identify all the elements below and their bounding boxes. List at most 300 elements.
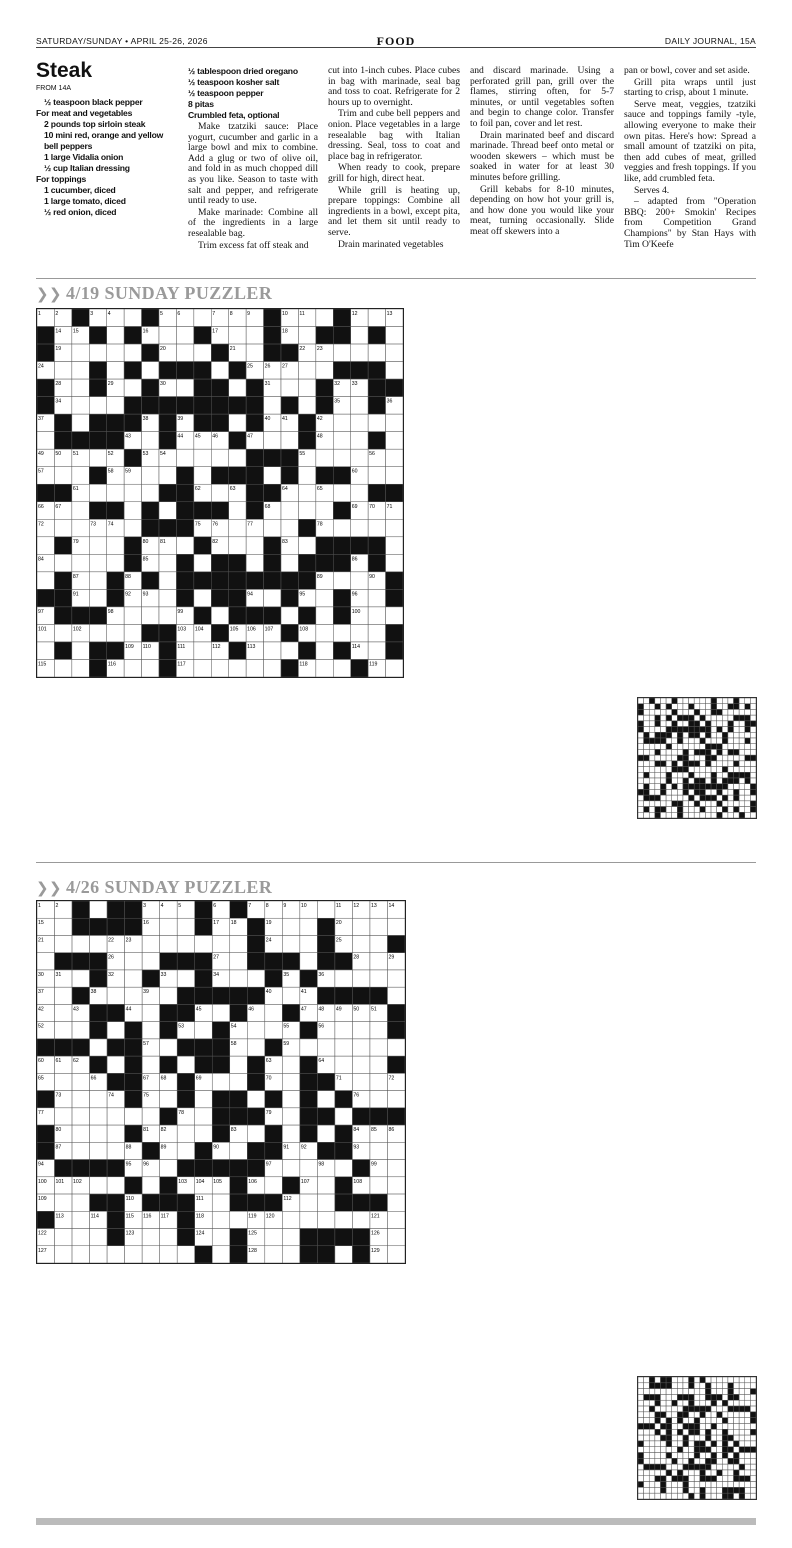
cell-number: 73: [90, 521, 97, 528]
grid-cell: [705, 778, 711, 784]
grid-cell: [124, 449, 141, 467]
grid-cell: [142, 519, 159, 537]
grid-cell: [683, 1464, 689, 1470]
cell-number: 82: [160, 1127, 167, 1134]
grid-cell: [739, 1493, 745, 1499]
cell-number: 80: [55, 1127, 62, 1134]
puzzle1-grid: [36, 308, 404, 678]
grid-cell: [247, 1091, 265, 1108]
grid-cell: [722, 1383, 728, 1389]
cell-number: 4: [160, 903, 164, 909]
grid-cell: [125, 1246, 143, 1263]
steak-article: [36, 59, 756, 274]
grid-cell: [195, 970, 213, 987]
grid-cell: [316, 309, 333, 327]
grid-cell: [54, 484, 71, 502]
grid-cell: [333, 589, 350, 607]
grid-cell: [317, 1211, 335, 1228]
cell-number: 58: [107, 468, 114, 475]
cell-number: 62: [73, 1058, 79, 1065]
grid-cell: [247, 1039, 265, 1056]
grid-cell: [717, 732, 723, 738]
grid-cell: [335, 1194, 353, 1211]
grid-cell: [195, 1022, 213, 1039]
cell-number: 25: [335, 937, 342, 944]
grid-cell: [247, 1073, 265, 1090]
grid-cell: [282, 953, 300, 970]
grid-cell: [54, 467, 71, 485]
grid-cell: [655, 767, 661, 773]
cell-number: 58: [230, 1040, 237, 1047]
cell-number: 6: [177, 311, 181, 317]
grid-cell: [683, 738, 689, 744]
grid-cell: [700, 727, 706, 733]
grid-cell: [677, 698, 683, 704]
grid-cell: [160, 1229, 178, 1246]
grid-cell: [666, 1470, 672, 1476]
grid-cell: [672, 727, 678, 733]
grid-cell: [660, 1470, 666, 1476]
grid-cell: [694, 715, 700, 721]
grid-cell: [655, 784, 661, 790]
grid-cell: [689, 1487, 695, 1493]
grid-cell: [176, 554, 193, 572]
grid-cell: [352, 1039, 370, 1056]
grid-cell: [649, 1464, 655, 1470]
grid-cell: [142, 1056, 160, 1073]
cell-number: 72: [388, 1075, 395, 1082]
grid-cell: [745, 715, 751, 721]
grid-cell: [660, 1418, 666, 1424]
grid-cell: [160, 1160, 178, 1177]
grid-cell: [107, 1022, 125, 1039]
grid-cell: [230, 1229, 248, 1246]
grid-cell: [666, 1447, 672, 1453]
grid-cell: [705, 744, 711, 750]
grid-cell: [694, 727, 700, 733]
grid-cell: [734, 778, 740, 784]
cell-number: 94: [247, 591, 253, 598]
cell-number: 42: [38, 1006, 44, 1013]
grid-cell: [705, 1458, 711, 1464]
cell-number: 75: [143, 1092, 149, 1099]
grid-cell: [90, 1022, 108, 1039]
grid-cell: [750, 1383, 756, 1389]
cell-number: 24: [38, 363, 44, 370]
grid-cell: [89, 344, 106, 362]
grid-cell: [644, 801, 650, 807]
grid-cell: [160, 1004, 178, 1021]
grid-cell: [649, 1423, 655, 1429]
grid-cell: [638, 744, 644, 750]
grid-cell: [672, 767, 678, 773]
grid-cell: [37, 572, 54, 590]
grid-cell: [750, 1470, 756, 1476]
grid-cell: [655, 807, 661, 813]
grid-cell: [745, 749, 751, 755]
grid-cell: [54, 642, 71, 660]
grid-cell: [739, 1418, 745, 1424]
grid-cell: [298, 327, 315, 345]
grid-cell: [672, 755, 678, 761]
grid-cell: [711, 801, 717, 807]
grid-cell: [683, 767, 689, 773]
grid-cell: [352, 1108, 370, 1125]
grid-cell: [666, 1418, 672, 1424]
grid-cell: [351, 624, 368, 642]
grid-cell: [705, 1464, 711, 1470]
grid-cell: [212, 1108, 230, 1125]
cell-number: 52: [38, 1023, 44, 1030]
grid-cell: [124, 519, 141, 537]
grid-cell: [265, 970, 283, 987]
grid-cell: [644, 727, 650, 733]
grid-cell: [177, 1004, 195, 1021]
grid-cell: [750, 715, 756, 721]
grid-cell: [638, 755, 644, 761]
cell-number: 120: [265, 1213, 275, 1220]
grid-cell: [739, 1377, 745, 1383]
grid-cell: [705, 812, 711, 818]
grid-cell: [666, 744, 672, 750]
cell-number: 102: [73, 1178, 82, 1185]
grid-cell: [694, 744, 700, 750]
grid-cell: [125, 953, 143, 970]
cell-number: 30: [38, 971, 44, 978]
grid-cell: [677, 709, 683, 715]
grid-cell: [298, 554, 315, 572]
page-header: [36, 34, 756, 48]
grid-cell: [750, 807, 756, 813]
grid-cell: [265, 1004, 283, 1021]
grid-cell: [734, 1423, 740, 1429]
cell-number: 65: [38, 1075, 44, 1082]
grid-cell: [72, 1022, 90, 1039]
cell-number: 61: [55, 1058, 62, 1065]
cell-number: 107: [264, 626, 274, 633]
grid-cell: [728, 807, 734, 813]
grid-cell: [281, 624, 298, 642]
grid-cell: [750, 698, 756, 704]
grid-cell: [638, 784, 644, 790]
grid-cell: [683, 789, 689, 795]
grid-cell: [644, 709, 650, 715]
article-title: Steak: [36, 59, 93, 82]
grid-cell: [660, 715, 666, 721]
grid-cell: [90, 1177, 108, 1194]
grid-cell: [89, 659, 106, 677]
grid-cell: [689, 704, 695, 710]
grid-cell: [317, 1073, 335, 1090]
grid-cell: [745, 1377, 751, 1383]
grid-cell: [655, 1418, 661, 1424]
ingredient-list-2: [188, 66, 318, 121]
grid-cell: [750, 795, 756, 801]
grid-cell: [677, 732, 683, 738]
cell-number: 8: [265, 903, 269, 909]
grid-cell: [159, 484, 176, 502]
grid-cell: [37, 1125, 55, 1142]
grid-cell: [660, 698, 666, 704]
cell-number: 30: [160, 381, 166, 388]
grid-cell: [351, 484, 368, 502]
grid-cell: [683, 1412, 689, 1418]
header-page: DAILY JOURNAL, 15A: [664, 36, 756, 46]
grid-cell: [211, 554, 228, 572]
grid-cell: [386, 414, 403, 432]
grid-cell: [351, 572, 368, 590]
grid-cell: [660, 801, 666, 807]
grid-cell: [246, 502, 263, 520]
grid-cell: [689, 1453, 695, 1459]
grid-cell: [281, 449, 298, 467]
grid-cell: [72, 607, 89, 625]
grid-cell: [745, 1441, 751, 1447]
grid-cell: [705, 1429, 711, 1435]
grid-cell: [694, 1412, 700, 1418]
grid-cell: [72, 1125, 90, 1142]
grid-cell: [666, 749, 672, 755]
cell-number: 23: [125, 937, 132, 944]
grid-cell: [683, 1470, 689, 1476]
grid-cell: [125, 1177, 143, 1194]
grid-cell: [386, 607, 403, 625]
grid-cell: [745, 1406, 751, 1412]
cell-number: 39: [143, 989, 149, 996]
grid-cell: [370, 987, 388, 1004]
cell-number: 109: [125, 643, 134, 650]
grid-cell: [689, 1441, 695, 1447]
grid-cell: [89, 607, 106, 625]
cell-number: 71: [386, 503, 393, 510]
grid-cell: [711, 789, 717, 795]
grid-cell: [212, 1160, 230, 1177]
cell-number: 16: [142, 328, 149, 335]
ingredient-item: 2 pounds top sirloin steak: [44, 119, 146, 130]
grid-cell: [54, 607, 71, 625]
grid-cell: [666, 1435, 672, 1441]
grid-cell: [745, 698, 751, 704]
grid-cell: [745, 812, 751, 818]
grid-cell: [264, 642, 281, 660]
cell-number: 5: [160, 311, 163, 317]
grid-cell: [298, 379, 315, 397]
grid-cell: [644, 755, 650, 761]
grid-cell: [107, 1246, 125, 1263]
grid-cell: [700, 761, 706, 767]
grid-cell: [700, 715, 706, 721]
grid-cell: [728, 1418, 734, 1424]
grid-cell: [677, 1482, 683, 1488]
grid-cell: [300, 918, 318, 935]
grid-cell: [745, 709, 751, 715]
grid-cell: [72, 1073, 90, 1090]
grid-cell: [54, 414, 71, 432]
grid-cell: [717, 1470, 723, 1476]
grid-cell: [666, 1383, 672, 1389]
grid-cell: [655, 1383, 661, 1389]
grid-cell: [677, 755, 683, 761]
grid-cell: [672, 1389, 678, 1395]
grid-cell: [694, 772, 700, 778]
grid-cell: [644, 1383, 650, 1389]
grid-cell: [160, 1108, 178, 1125]
grid-cell: [660, 1458, 666, 1464]
cell-number: 83: [230, 1127, 237, 1134]
grid-cell: [142, 1194, 160, 1211]
grid-cell: [677, 812, 683, 818]
grid-cell: [370, 1073, 388, 1090]
grid-cell: [722, 744, 728, 750]
grid-cell: [677, 738, 683, 744]
grid-cell: [281, 519, 298, 537]
grid-cell: [107, 344, 124, 362]
grid-cell: [655, 1394, 661, 1400]
grid-cell: [711, 1406, 717, 1412]
grid-cell: [282, 1108, 300, 1125]
grid-cell: [194, 449, 211, 467]
grid-cell: [160, 1246, 178, 1263]
grid-cell: [722, 1493, 728, 1499]
cell-number: 94: [38, 1161, 44, 1168]
grid-cell: [700, 801, 706, 807]
cell-number: 37: [38, 989, 44, 996]
cell-number: 8: [229, 311, 233, 317]
cell-number: 115: [125, 1213, 134, 1220]
cell-number: 26: [264, 363, 271, 370]
grid-cell: [722, 1464, 728, 1470]
grid-cell: [300, 935, 318, 952]
grid-cell: [90, 1125, 108, 1142]
grid-cell: [649, 1476, 655, 1482]
grid-cell: [387, 1108, 405, 1125]
grid-cell: [672, 784, 678, 790]
cell-number: 68: [264, 503, 271, 510]
grid-cell: [649, 1418, 655, 1424]
grid-cell: [745, 795, 751, 801]
grid-cell: [694, 1447, 700, 1453]
grid-cell: [677, 1476, 683, 1482]
grid-cell: [700, 1435, 706, 1441]
grid-cell: [72, 1211, 90, 1228]
cell-number: 110: [125, 1196, 134, 1203]
grid-cell: [54, 554, 71, 572]
grid-cell: [739, 778, 745, 784]
grid-cell: [689, 1389, 695, 1395]
grid-cell: [107, 624, 124, 642]
grid-cell: [247, 1125, 265, 1142]
cell-number: 70: [265, 1075, 272, 1082]
article-col-2: [188, 66, 318, 252]
grid-cell: [722, 1453, 728, 1459]
grid-cell: [683, 1406, 689, 1412]
grid-cell: [159, 432, 176, 450]
grid-cell: [722, 1389, 728, 1395]
grid-cell: [745, 1383, 751, 1389]
grid-cell: [195, 987, 213, 1004]
grid-cell: [387, 1091, 405, 1108]
grid-cell: [212, 1229, 230, 1246]
cell-number: 25: [247, 363, 253, 370]
grid-cell: [229, 327, 246, 345]
grid-cell: [694, 767, 700, 773]
grid-cell: [745, 784, 751, 790]
grid-cell: [750, 721, 756, 727]
grid-cell: [333, 554, 350, 572]
cell-number: 126: [370, 1230, 380, 1237]
grid-cell: [700, 1394, 706, 1400]
grid-cell: [370, 1194, 388, 1211]
grid-cell: [666, 1464, 672, 1470]
grid-cell: [229, 537, 246, 555]
grid-cell: [176, 502, 193, 520]
cell-number: 27: [213, 954, 220, 961]
paragraph: pan or bowl, cover and set aside.: [624, 65, 750, 76]
grid-cell: [352, 970, 370, 987]
grid-cell: [711, 749, 717, 755]
cell-number: 74: [107, 521, 114, 528]
grid-cell: [194, 554, 211, 572]
grid-cell: [717, 704, 723, 710]
grid-cell: [644, 1487, 650, 1493]
grid-cell: [230, 1246, 248, 1263]
grid-cell: [107, 987, 125, 1004]
grid-cell: [55, 1108, 73, 1125]
grid-cell: [211, 467, 228, 485]
grid-cell: [177, 1056, 195, 1073]
grid-cell: [638, 1482, 644, 1488]
grid-cell: [728, 1487, 734, 1493]
grid-cell: [317, 935, 335, 952]
grid-cell: [300, 970, 318, 987]
grid-cell: [124, 362, 141, 380]
grid-cell: [660, 1464, 666, 1470]
grid-cell: [711, 709, 717, 715]
grid-cell: [644, 778, 650, 784]
grid-cell: [55, 987, 73, 1004]
grid-cell: [55, 1004, 73, 1021]
grid-cell: [683, 732, 689, 738]
grid-cell: [333, 344, 350, 362]
grid-cell: [655, 1493, 661, 1499]
grid-cell: [745, 1429, 751, 1435]
grid-cell: [107, 1073, 125, 1090]
grid-cell: [370, 970, 388, 987]
grid-cell: [666, 1377, 672, 1383]
grid-cell: [655, 1464, 661, 1470]
grid-cell: [107, 554, 124, 572]
grid-cell: [728, 784, 734, 790]
grid-cell: [317, 1039, 335, 1056]
grid-cell: [734, 698, 740, 704]
grid-cell: [265, 1142, 283, 1159]
grid-cell: [300, 1160, 318, 1177]
grid-cell: [745, 1458, 751, 1464]
cell-number: 41: [300, 989, 307, 996]
grid-cell: [655, 1423, 661, 1429]
grid-cell: [655, 1435, 661, 1441]
crossword-grid-svg: [37, 309, 403, 677]
grid-cell: [107, 397, 124, 415]
grid-cell: [229, 467, 246, 485]
grid-cell: [705, 738, 711, 744]
grid-cell: [655, 732, 661, 738]
grid-cell: [734, 812, 740, 818]
grid-cell: [655, 795, 661, 801]
ingredient-item: For meat and vegetables: [36, 108, 133, 119]
grid-cell: [694, 1377, 700, 1383]
cell-number: 66: [38, 503, 44, 510]
